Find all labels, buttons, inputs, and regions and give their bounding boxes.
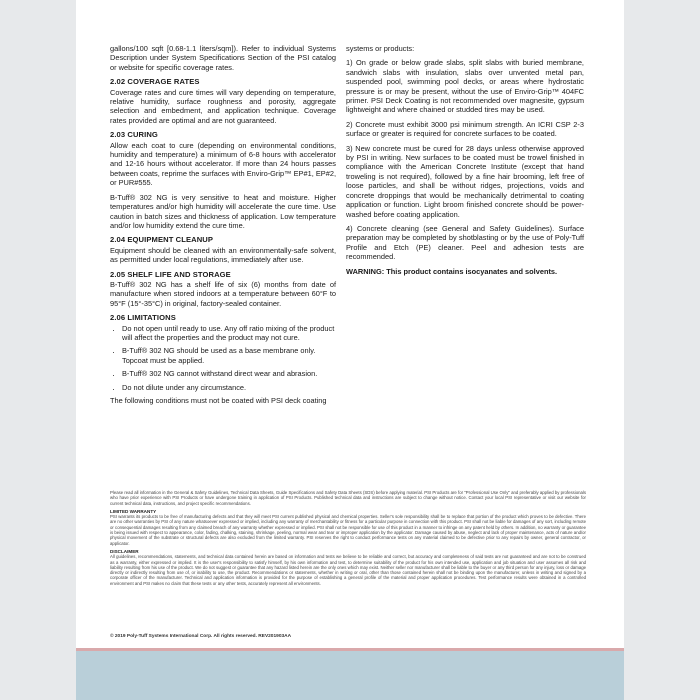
footer-band — [76, 651, 624, 700]
general-guidelines-text: Please read all information in the General & Safety Guidelines, Technical Data Sheets, Guide Specifications and Safety Data Sheets (SDS) before applying material. PSI Products are for "Professional Use Only" and preferably applied by professionals who have prior experience with PSI Products or have undergone training in application of PSI Products. Published technical data and instructions are subject to change without notice. Contact your local PSI representative or visit our website for current technical data, instructions, and project specific recommendations. — [110, 490, 586, 506]
conditions-intro: systems or products: — [346, 44, 415, 53]
disclaimer-text: All guidelines, recommendations, statements, and technical data contained herein are based on information and tests we believe to be reliable and correct, but accuracy and completeness of said tests are not guaranteed and are not to be construed as a warranty, either expressed or implied. It is the user's responsibility to satisfy himself, by his own information and test, to determine suitability of the product for his own intended use, application and job situation and user assumes all risk and liability resulting from his use of the product. We do not suggest or guarantee that any hazard listed herein are the only ones which may exist. Neither seller nor manufacturer shall be liable to the buyer or any third person for any injury, loss or damage directly or indirectly resulting from use of, or inability to use, the product. Recommendations or statements, whether in writing or oral, other than those contained herein shall not be binding upon the manufacturer, unless in writing and signed by a corporate officer of the manufacturer. Technical and application information is provided for the purpose of establishing a general profile of the material and proper application procedures. Test performance results were obtained in a controlled environment and PSI makes no claim that these tests or any other tests, accurately represent all environments. — [110, 554, 586, 586]
intro-paragraph: gallons/100 sqft [0.68-1.1 liters/sqm]). Refer to individual Systems Description under System Specifications Section of the PSI catalog or website for specific coverage rates. — [110, 44, 336, 72]
document-page — [76, 0, 624, 700]
right-column — [346, 44, 584, 281]
limitations-heading: 2.06 LIMITATIONS — [110, 313, 176, 323]
limited-warranty-text: PSI warrants its products to be free of manufacturing defects and that they will meet PSI current published physical and chemical properties. Seller's sole responsibility shall be to replace that portion of the product which proves to be defective. There are no other warranties by PSI of any nature whatsoever expressed or implied, including any warranty of merchantability or fitness for a particular purpose in connection with this product. PSI shall not be liable for damages of any sort, including remote or consequential damages resulting from any claimed breach of any warranty whether expressed or implied. PSI shall not be responsible for use of this product in a manner to infringe on any patent held by others. In addition, no warranty or guarantee is being issued with respect to appearance, color, fading, chalking, staining, shrinkage, peeling, normal wear and tear or improper application by the applicator. Damage caused by abuse, neglect and lack of proper maintenance, acts of nature and/or physical movement of the substrate or structural defects are also excluded from the limited warranty. PSI reserves the right to conduct performance tests on any material claimed to be defective prior to any repairs by owner, general contractor, or applicator. — [110, 514, 586, 546]
disclaimer-heading: DISCLAIMER — [110, 548, 139, 554]
curing-heading: 2.03 CURING — [110, 130, 158, 140]
list-item: • Do not open until ready to use. Any off ratio mixing of the product will affect the properties and the product may not cure. — [122, 324, 336, 343]
left-column — [110, 44, 336, 410]
list-item: • B-Tuff® 302 NG cannot withstand direct wear and abrasion. — [122, 369, 336, 378]
condition-item: 2) Concrete must exhibit 3000 psi minimum strength. An ICRI CSP 2-3 surface or greater is required for concrete surfaces to be coated. — [346, 119, 584, 139]
fine-print — [110, 490, 586, 588]
limitations-list — [110, 324, 336, 392]
curing-sensitivity-text: B-Tuff® 302 NG is very sensitive to heat and moisture. Higher temperatures and/or high humidity will accelerate the cure time. Use caution in batch sizes and thickness of application. Low temperature and/or low humidity extend the cure time. — [110, 192, 336, 230]
condition-item: 4) Concrete cleaning (see General and Safety Guidelines). Surface preparation may be completed by shotblasting or by the use of Poly-Tuff Profile and Etch (PE) cleaner. Peel and adhesion tests are recommended. — [346, 223, 584, 262]
shelf-life-heading: 2.05 SHELF LIFE AND STORAGE — [110, 269, 231, 279]
equipment-cleanup-text: Equipment should be cleaned with an environmentally-safe solvent, as permitted under local regulations, immediately after use. — [110, 245, 336, 265]
condition-item: 3) New concrete must be cured for 28 days unless otherwise approved by PSI in writing. New surfaces to be coated must be trowel finished in compliance with the American Concrete Institute (except that hand troweling is not required), followed by a fine hair brooming, left free of loose particles, and shall be without ridges, projections, voids and concrete droppings that would be mechanically detrimental to coating application or function. Light broom finished concrete should be power-washed before coating application. — [346, 143, 584, 219]
copyright-text: © 2019 Poly-Tuff Systems International Corp. All rights reserved. REV201903AA — [110, 634, 292, 639]
list-item: • Do not dilute under any circumstance. — [122, 383, 336, 392]
limitations-outro: The following conditions must not be coated with PSI deck coating — [110, 396, 327, 405]
coverage-rates-heading: 2.02 COVERAGE RATES — [110, 77, 200, 87]
curing-text: Allow each coat to cure (depending on environmental conditions, humidity and temperature) a minimum of 6-8 hours with accelerator and 12-16 hours without accelerator. If more than 24 hours passes between coats, reprime the surfaces with Enviro-Grip™ EP#1, EP#2, or PUR#555. — [110, 140, 336, 188]
limited-warranty-heading: LIMITED WARRANTY — [110, 508, 157, 514]
condition-item: 1) On grade or below grade slabs, split slabs with buried membrane, sandwich slabs with insulation, slabs over unvented metal pan, suspended pool, swimming pool decks, or areas where hydrostatic pressure is or may be present, without the use of Enviro-Grip™ 404FC primer. PSI Deck Coating is not recommended over magnesite, gypsum lightweight and where chained or studded tires may be used. — [346, 58, 584, 115]
shelf-life-text: B-Tuff® 302 NG has a shelf life of six (6) months from date of manufacture when stored indoors at a temperature between 60°F to 95°F (15°-35°C) in original, factory-sealed container. — [110, 279, 336, 308]
equipment-cleanup-heading: 2.04 EQUIPMENT CLEANUP — [110, 235, 214, 245]
coverage-rates-text: Coverage rates and cure times will vary depending on temperature, relative humidity, surface roughness and porosity, aggregate selection and embedment, and application technique. Coverage rates provided are optimal and are not guaranteed. — [110, 87, 336, 125]
list-item: • B-Tuff® 302 NG should be used as a base membrane only. Topcoat must be applied. — [122, 346, 336, 365]
warning-text: WARNING: This product contains isocyanates and solvents. — [346, 266, 558, 276]
